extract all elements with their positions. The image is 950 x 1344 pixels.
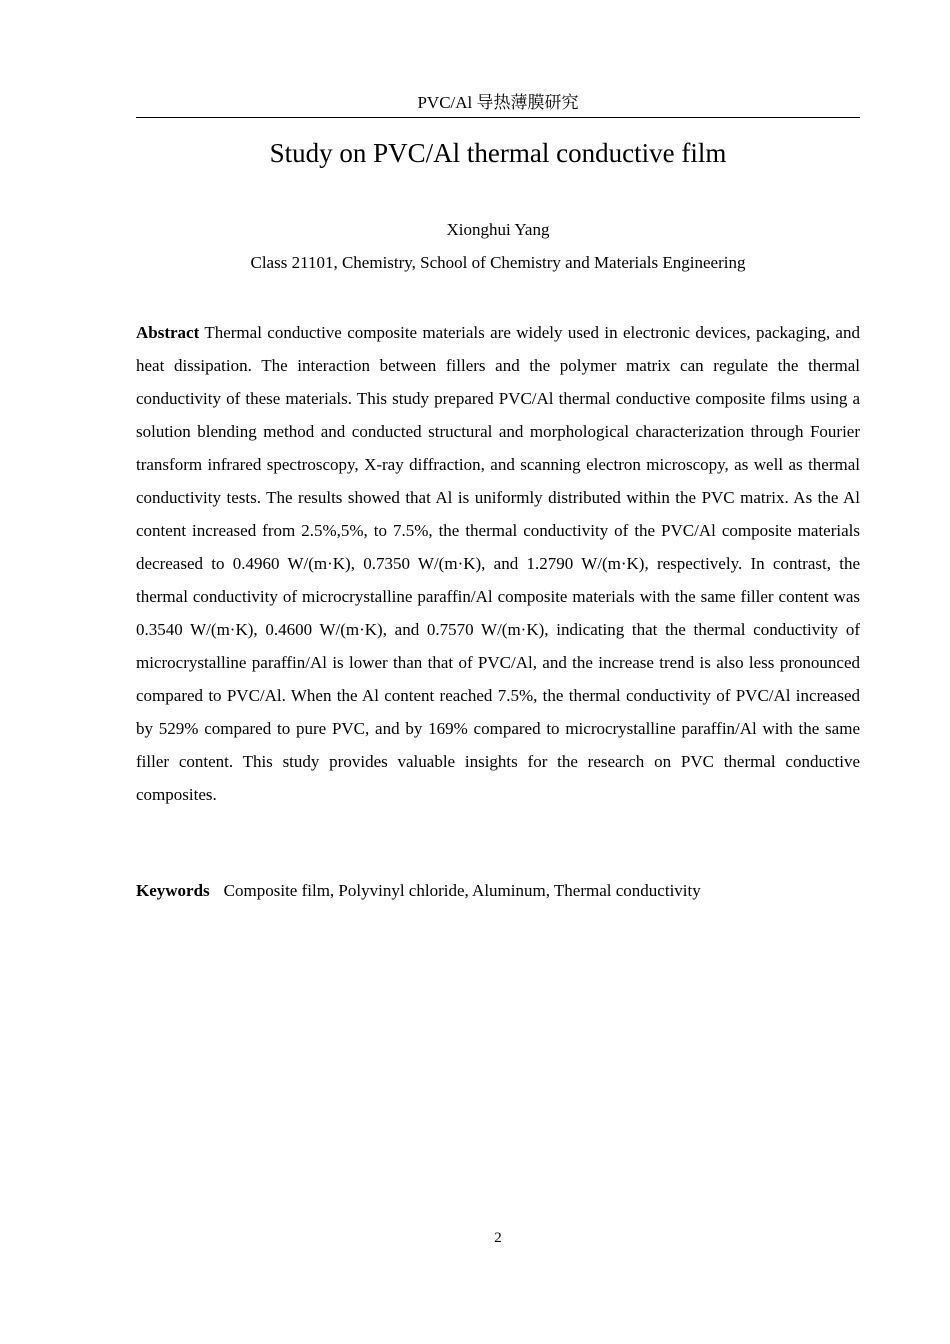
- abstract-label: Abstract: [136, 323, 200, 342]
- paper-title: Study on PVC/Al thermal conductive film: [269, 138, 727, 168]
- author-name: Xionghui Yang: [446, 220, 550, 239]
- keywords-text: Composite film, Polyvinyl chloride, Aluminum, Thermal conductivity: [223, 881, 701, 900]
- header-rule: [136, 117, 860, 118]
- abstract-text: Thermal conductive composite materials are widely used in electronic devices, packaging, and heat dissipation. The interaction between fillers and the polymer matrix can regulate the thermal conductivity of these materials. This study prepared PVC/Al thermal conductive composite films using a solution blending method and conducted structural and morphological characterization through Fourier transform infrared spectroscopy, X-ray diffraction, and scanning electron microscopy, as well as thermal conductivity tests. The results showed that Al is uniformly distributed within the PVC matrix. As the Al content increased from 2.5%,5%, to 7.5%, the thermal conductivity of the PVC/Al composite materials decreased to 0.4960 W/(m·K), 0.7350 W/(m·K), and 1.2790 W/(m·K), respectively. In contrast, the thermal conductivity of microcrystalline paraffin/Al composite materials with the same filler content was 0.3540 W/(m·K), 0.4600 W/(m·K), and 0.7570 W/(m·K), indicating that the thermal conductivity of microcrystalline paraffin/Al is lower than that of PVC/Al, and the increase trend is also less pronounced compared to PVC/Al. When the Al content reached 7.5%, the thermal conductivity of PVC/Al increased by 529% compared to pure PVC, and by 169% compared to microcrystalline paraffin/Al with the same filler content. This study provides valuable insights for the research on PVC thermal conductive composites.: [136, 323, 860, 804]
- abstract-paragraph: [136, 316, 860, 811]
- keywords-label: Keywords: [136, 881, 210, 900]
- keywords-line: [136, 878, 860, 904]
- running-header: PVC/Al 导热薄膜研究: [417, 93, 579, 112]
- page-number: 2: [494, 1230, 502, 1246]
- author-affiliation: Class 21101, Chemistry, School of Chemistry and Materials Engineering: [250, 253, 746, 272]
